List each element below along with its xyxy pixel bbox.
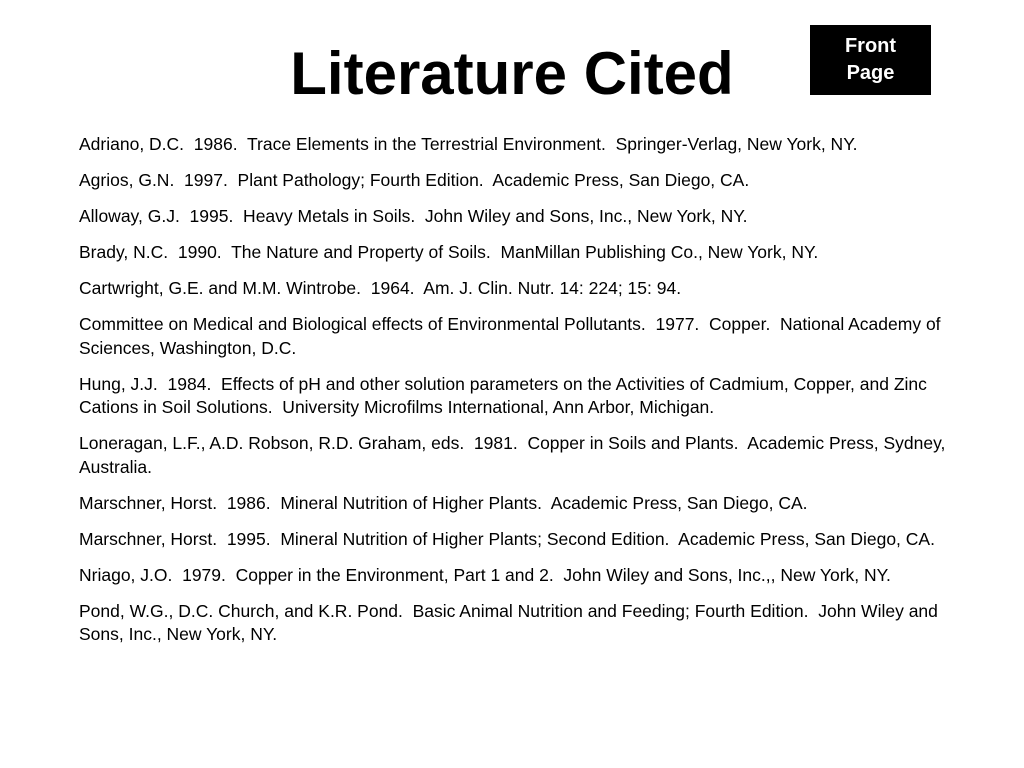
reference-item: Marschner, Horst. 1995. Mineral Nutrition of Higher Plants; Second Edition. Academic Press, San Diego, CA.: [79, 528, 935, 549]
front-page-button-label-line1: Front: [844, 35, 897, 57]
reference-item: Alloway, G.J. 1995. Heavy Metals in Soils. John Wiley and Sons, Inc., New York, NY.: [79, 206, 748, 226]
front-page-button[interactable]: [810, 25, 931, 95]
reference-item: Adriano, D.C. 1986. Trace Elements in the Terrestrial Environment. Springer-Verlag, New York, NY.: [79, 134, 858, 154]
reference-item: Agrios, G.N. 1997. Plant Pathology; Fourth Edition. Academic Press, San Diego, CA.: [79, 170, 750, 190]
page-title: Literature Cited: [290, 40, 734, 107]
reference-item: Marschner, Horst. 1986. Mineral Nutrition of Higher Plants. Academic Press, San Diego, CA.: [79, 492, 808, 513]
front-page-button-label-line2: Page: [846, 62, 895, 84]
reference-item: Hung, J.J. 1984. Effects of pH and other solution parameters on the Activities of Cadmium, Copper, and Zinc Cations in Soil Solutions. University Microfilms International, Ann Arbor, Michigan.: [79, 373, 932, 417]
reference-item: Loneragan, L.F., A.D. Robson, R.D. Graham, eds. 1981. Copper in Soils and Plants. Academic Press, Sydney, Australia.: [79, 433, 950, 477]
reference-item: Brady, N.C. 1990. The Nature and Property of Soils. ManMillan Publishing Co., New York, NY.: [79, 242, 819, 262]
reference-list: [79, 133, 959, 659]
reference-item: Committee on Medical and Biological effects of Environmental Pollutants. 1977. Copper. National Academy of Sciences, Washington, D.C.: [79, 314, 946, 358]
reference-item: Pond, W.G., D.C. Church, and K.R. Pond. Basic Animal Nutrition and Feeding; Fourth Edition. John Wiley and Sons, Inc., New York, NY.: [79, 600, 943, 644]
reference-item: Nriago, J.O. 1979. Copper in the Environment, Part 1 and 2. John Wiley and Sons, Inc.,, New York, NY.: [79, 564, 891, 585]
reference-item: Cartwright, G.E. and M.M. Wintrobe. 1964. Am. J. Clin. Nutr. 14: 224; 15: 94.: [79, 278, 682, 298]
